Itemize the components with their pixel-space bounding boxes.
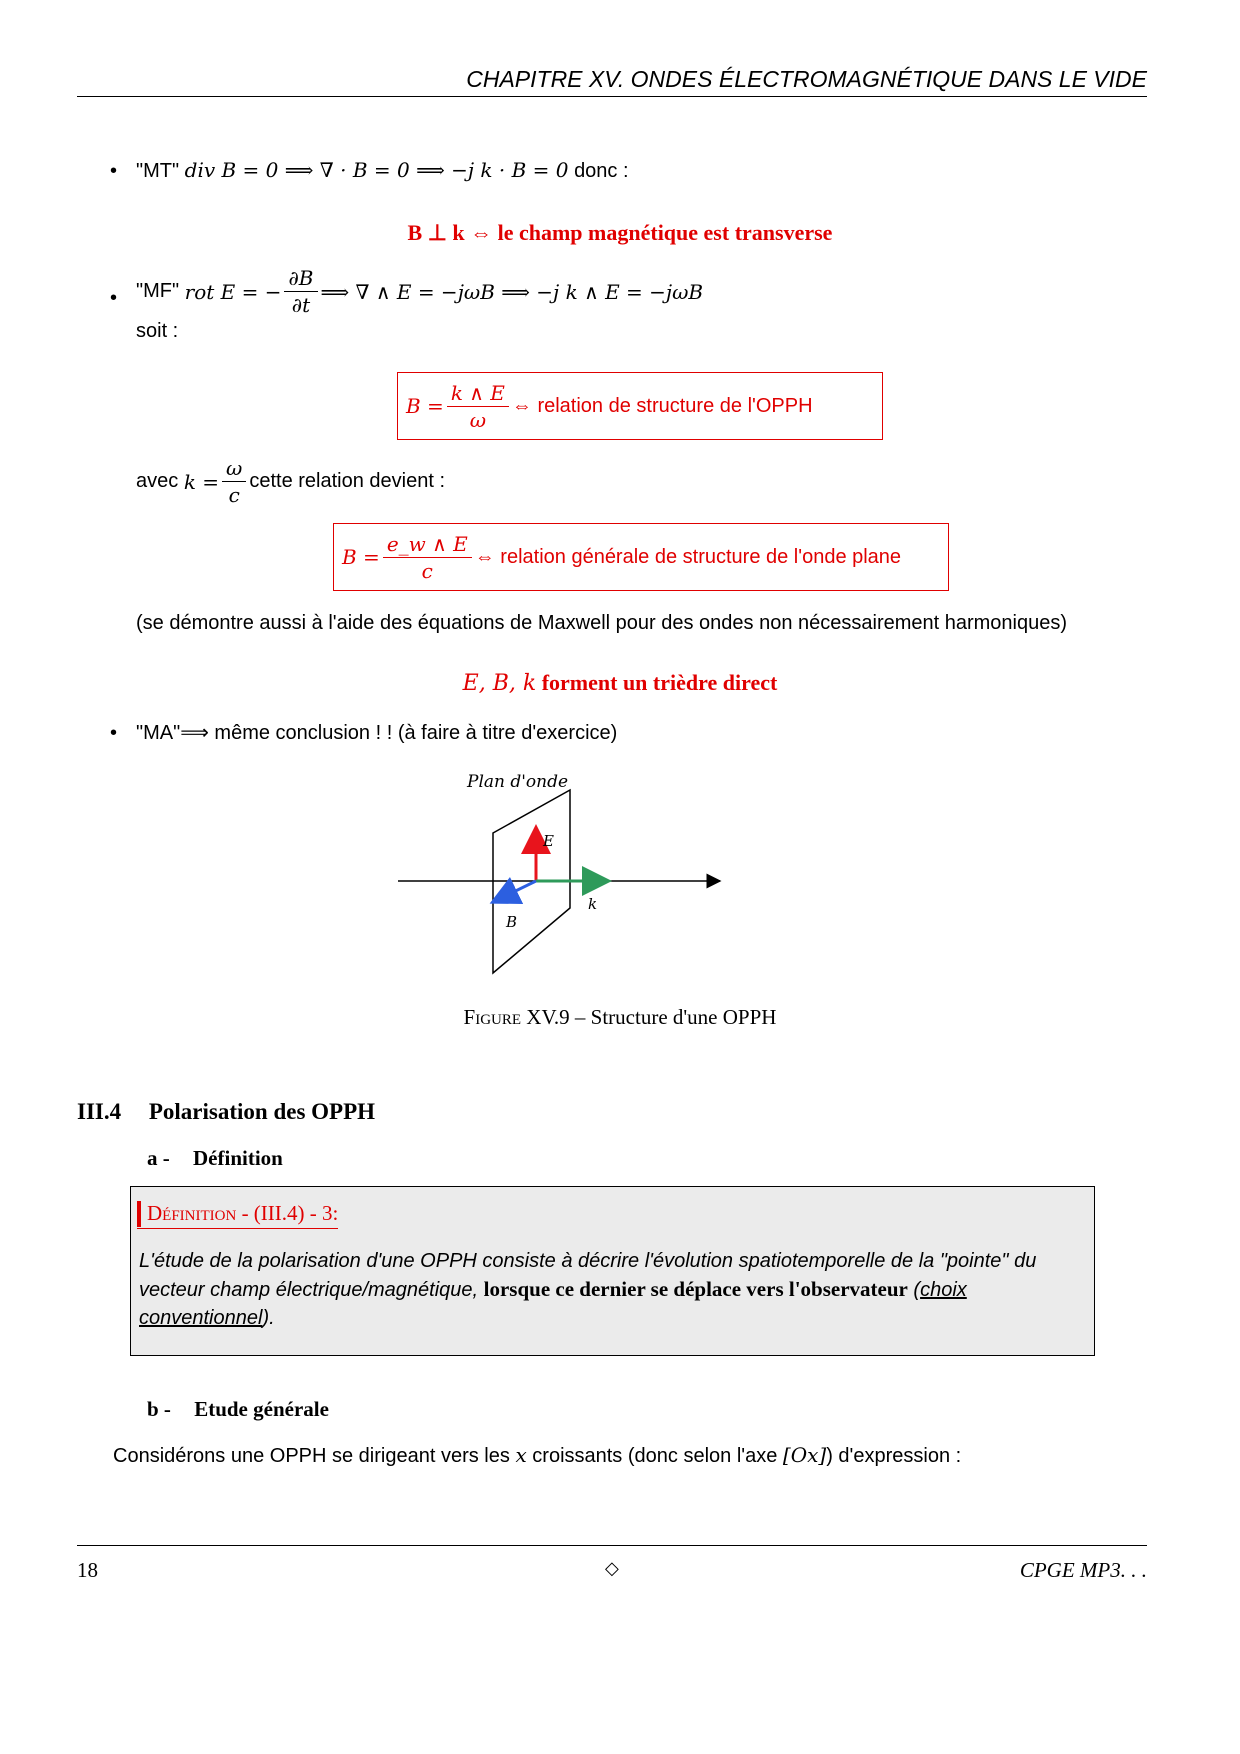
b-vector [495,881,536,901]
definition-italic: L'étude de la polarisation d'une OPPH consiste à décrire l'évolution spatiotemporelle de la "pointe" du vecteur champ électrique/magnétique, [139,1250,1037,1301]
definition-text [139,1247,1089,1332]
bullet-ma: • [110,722,118,744]
section-title: Polarisation des OPPH [148,1099,376,1124]
mf-lhs: rot E = − [184,279,282,304]
closing-a: Considérons une OPPH se dirigeant vers les [113,1445,510,1467]
box1-fraction [447,380,509,433]
mt-label: "MT" [136,160,180,182]
triedre-text: forment un trièdre direct [541,670,778,695]
mf-dden: ∂t [291,293,311,317]
avec-k: k = [183,469,220,494]
definition-paren-open: ( [913,1279,921,1301]
avec-den: c [228,483,240,507]
maxwell-note: (se démontre aussi à l'aide des équations de Maxwell pour des ondes non nécessairement harmoniques) [136,612,1068,634]
mf-soit: soit : [136,320,179,342]
sub-b-num: b - [147,1397,171,1421]
header-title: CHAPITRE XV. ONDES ÉLECTROMAGNÉTIQUE DANS LE VIDE [466,66,1147,92]
mf-line [136,265,703,318]
avec-suffix: cette relation devient : [249,470,446,492]
general-structure-box [333,523,949,591]
sub-a-title: Définition [193,1146,283,1170]
box2-text: ⇔ relation générale de structure de l'onde plane [474,545,902,568]
avec-prefix: avec [136,470,179,492]
section-heading [77,1099,375,1125]
footer-right: CPGE MP3. . . [1019,1558,1147,1582]
definition-title: Définition - (III.4) - 3: [137,1201,338,1229]
mt-suffix: donc : [574,160,629,182]
mt-result: B ⊥ k ⇔ le champ magnétique est transverse [407,220,833,245]
box1-num: k ∧ E [447,380,509,407]
subsection-a [147,1146,283,1171]
closing-x: x [515,1443,527,1467]
definition-bold: lorsque ce dernier se déplace vers l'observateur [483,1277,908,1301]
mf-derivative [284,265,317,318]
avec-num: ω [222,455,246,482]
section-num: III.4 [77,1099,122,1124]
ma-line: "MA"⟹ même conclusion ! ! (à faire à titre d'exercice) [136,722,618,744]
page-number: 18 [77,1558,98,1582]
definition-paren-close: ). [262,1307,275,1329]
plan-label: Plan d'onde [467,772,569,792]
bullet-mt: • [110,160,118,182]
mt-equation: div B = 0 ⟹ ∇ · B = 0 ⟹ −j k · B = 0 [184,158,569,182]
mf-rhs: ⟹ ∇ ∧ E = −jωB ⟹ −j k ∧ E = −jωB [320,279,704,304]
triedre-line [0,670,1240,696]
closing-axis: [Ox] [782,1443,827,1467]
page-footer [77,1545,1147,1582]
subsection-b [147,1397,329,1422]
avec-line [136,455,445,508]
box1-text: ⇔ relation de structure de l'OPPH [511,394,813,417]
k-label: k [588,895,598,913]
box2-num: e_w ∧ E [383,531,472,558]
page-header [77,62,1147,97]
box2-lhs: B = [342,545,380,569]
avec-fraction [222,455,246,508]
definition-box [130,1186,1095,1356]
sub-b-title: Etude générale [194,1397,329,1421]
definition-underlined: choix conventionnel [139,1279,967,1329]
closing-b: croissants (donc selon l'axe [532,1445,778,1467]
caption-prefix: Figure XV.9 [463,1005,570,1029]
closing-line [113,1443,961,1468]
mf-label: "MF" [136,280,180,302]
opph-figure [390,765,730,975]
box2-den: c [421,558,433,583]
figure-caption [0,1005,1240,1030]
caption-text: – Structure d'une OPPH [574,1005,777,1029]
bullet-mf: • [110,287,118,309]
footer-diamond: ◇ [605,1558,619,1578]
e-label: E [543,832,554,850]
closing-c: ) d'expression : [826,1445,962,1467]
box1-den: ω [469,407,486,432]
mf-dnum: ∂B [284,265,317,292]
box2-fraction [383,531,472,584]
triedre-vectors: E, B, k [462,671,537,696]
b-label: B [506,913,518,931]
box1-lhs: B = [406,394,444,418]
mt-line [136,158,629,183]
sub-a-num: a - [147,1146,170,1170]
structure-relation-box [397,372,883,440]
